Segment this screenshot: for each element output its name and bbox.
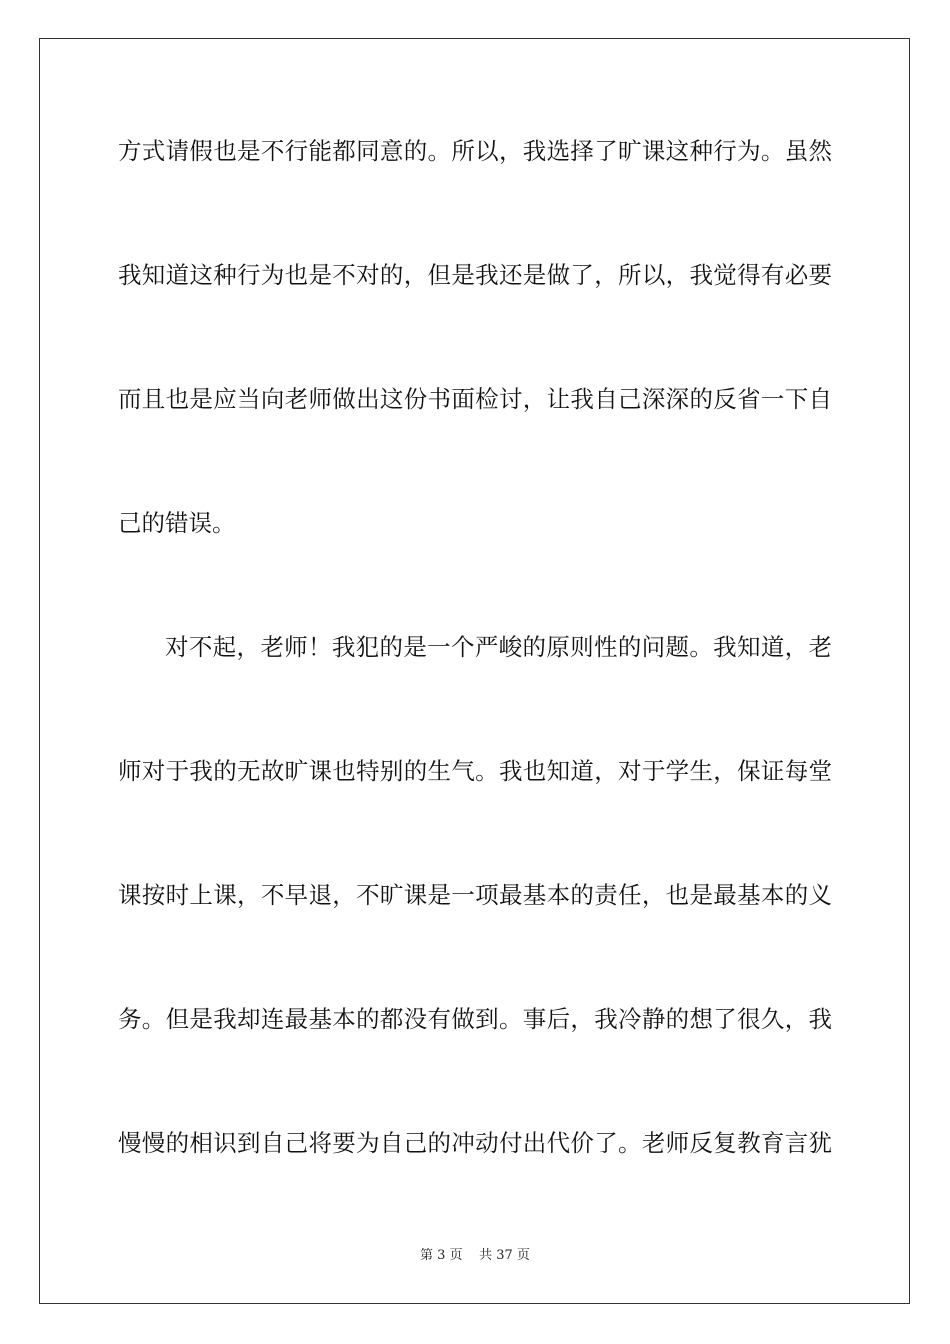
paragraph-line-7: 课按时上课，不早退，不旷课是一项最基本的责任，也是最基本的义 xyxy=(118,881,832,909)
paragraph-line-2: 我知道这种行为也是不对的，但是我还是做了，所以，我觉得有必要 xyxy=(118,261,832,289)
page-border xyxy=(39,38,910,1304)
paragraph-line-8: 务。但是我却连最基本的都没有做到。事后，我冷静的想了很久，我 xyxy=(118,1005,832,1033)
paragraph-line-1: 方式请假也是不行能都同意的。所以，我选择了旷课这种行为。虽然 xyxy=(118,137,832,165)
paragraph-line-4: 己的错误。 xyxy=(118,509,236,537)
paragraph-line-3: 而且也是应当向老师做出这份书面检讨，让我自己深深的反省一下自 xyxy=(118,385,832,413)
paragraph-line-9: 慢慢的相识到自己将要为自己的冲动付出代价了。老师反复教育言犹 xyxy=(118,1129,832,1157)
page-footer xyxy=(0,1248,950,1264)
total-pages: 共 37 页 xyxy=(479,1248,530,1263)
page-number: 第 3 页 xyxy=(420,1248,463,1263)
paragraph-line-6: 师对于我的无故旷课也特别的生气。我也知道，对于学生，保证每堂 xyxy=(118,757,832,785)
paragraph-line-5: 对不起，老师！我犯的是一个严峻的原则性的问题。我知道，老 xyxy=(165,633,832,661)
